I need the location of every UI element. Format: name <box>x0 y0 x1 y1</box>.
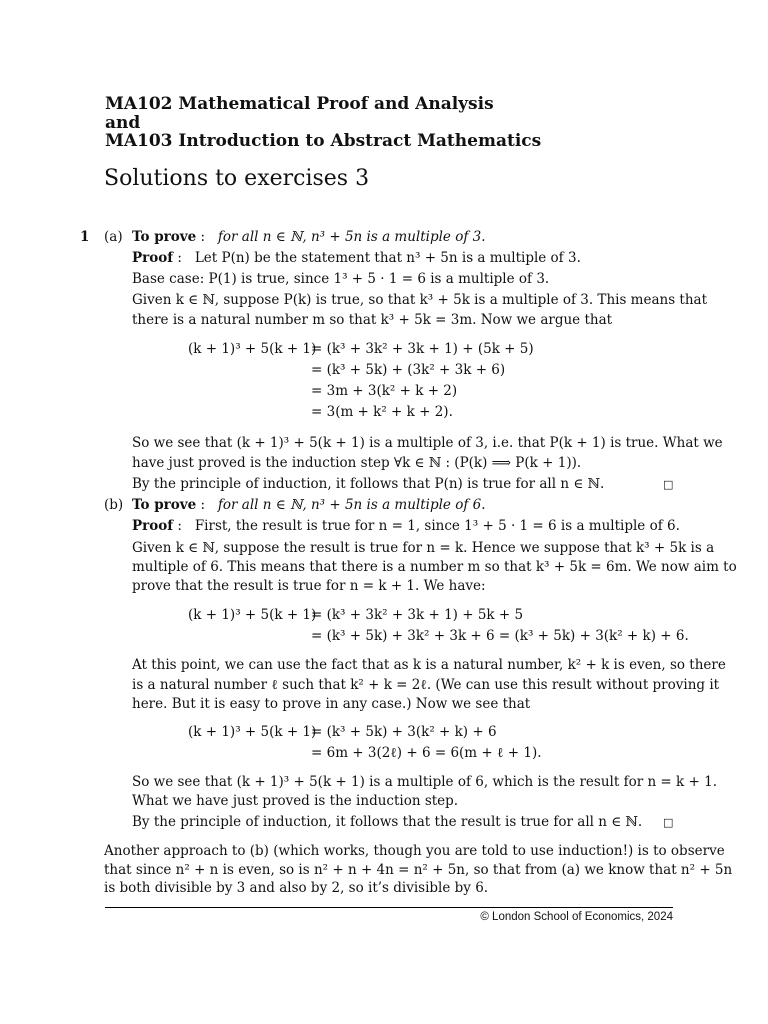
part-b-so-we-see-line-1: So we see that (k + 1)³ + 5(k + 1) is a multiple of 6, which is the result for n = k + 1. <box>132 774 717 790</box>
qed-symbol: □ <box>663 478 674 491</box>
part-b-statement: for all n ∈ ℕ, n³ + 5n is a multiple of 6. <box>217 497 486 513</box>
part-b-conclusion: By the principle of induction, it follows that the result is true for all n ∈ ℕ. <box>132 814 643 830</box>
to-prove-label: To prove <box>132 229 197 245</box>
part-a-so-we-see-line-2: have just proved is the induction step ∀k ∈ ℕ : (P(k) ⟹ P(k + 1)). <box>132 455 582 471</box>
part-b-equation-1-row-2: = (k³ + 5k) + 3k² + 3k + 6 = (k³ + 5k) + 3(k² + k) + 6. <box>311 628 689 644</box>
qed-symbol: □ <box>663 816 674 829</box>
part-b-label: (b) <box>104 497 124 513</box>
part-b-equation-2-row-1: = (k³ + 5k) + 3(k² + k) + 6 <box>311 724 497 740</box>
part-a-proof-intro: Proof : Let P(n) be the statement that n³ + 5n is a multiple of 3. <box>132 250 581 266</box>
course-title-line-1: MA102 Mathematical Proof and Analysis <box>105 94 494 114</box>
part-b-at-this-point-line-1: At this point, we can use the fact that as k is a natural number, k² + k is even, so there <box>132 657 726 673</box>
another-approach-line-3: is both divisible by 3 and also by 2, so it’s divisible by 6. <box>104 880 489 896</box>
part-a-equation-row-2: = (k³ + 5k) + (3k² + 3k + 6) <box>311 362 506 378</box>
part-b-so-we-see-line-2: What we have just proved is the induction step. <box>132 793 459 809</box>
part-a-conclusion: By the principle of induction, it follows that P(n) is true for all n ∈ ℕ. <box>132 476 605 492</box>
another-approach-line-1: Another approach to (b) (which works, though you are told to use induction!) is to observe <box>104 843 725 859</box>
part-a-so-we-see-line-1: So we see that (k + 1)³ + 5(k + 1) is a multiple of 3, i.e. that P(k + 1) is true. What we <box>132 435 723 451</box>
question-number: 1 <box>80 229 90 245</box>
copyright-footer: © London School of Economics, 2024 <box>480 911 673 923</box>
part-a-equation-lhs: (k + 1)³ + 5(k + 1) <box>188 341 317 357</box>
part-b-equation-2-row-2: = 6m + 3(2ℓ) + 6 = 6(m + ℓ + 1). <box>311 745 542 761</box>
part-b-equation-2-lhs: (k + 1)³ + 5(k + 1) <box>188 724 317 740</box>
part-b-given-line-3: prove that the result is true for n = k + 1. We have: <box>132 578 486 594</box>
part-a-given-line-1: Given k ∈ ℕ, suppose P(k) is true, so that k³ + 5k is a multiple of 3. This means that <box>132 292 708 308</box>
part-a-base-case: Base case: P(1) is true, since 1³ + 5 · 1 = 6 is a multiple of 3. <box>132 271 550 287</box>
proof-intro-text: First, the result is true for n = 1, since 1³ + 5 · 1 = 6 is a multiple of 6. <box>194 518 680 534</box>
part-a-equation-row-3: = 3m + 3(k² + k + 2) <box>311 383 458 399</box>
part-b-proof-intro: Proof : First, the result is true for n = 1, since 1³ + 5 · 1 = 6 is a multiple of 6. <box>132 518 680 534</box>
part-b-given-line-2: multiple of 6. This means that there is a number m so that k³ + 5k = 6m. We now aim to <box>132 559 737 575</box>
part-b-to-prove: To prove : for all n ∈ ℕ, n³ + 5n is a multiple of 6. <box>132 497 486 513</box>
part-a-statement: for all n ∈ ℕ, n³ + 5n is a multiple of 3. <box>217 229 486 245</box>
proof-label: Proof <box>132 518 174 534</box>
part-a-to-prove: To prove : for all n ∈ ℕ, n³ + 5n is a multiple of 3. <box>132 229 486 245</box>
part-b-at-this-point-line-3: here. But it is easy to prove in any case.) Now we see that <box>132 696 531 712</box>
course-title-line-2: and <box>105 113 141 133</box>
footer-rule <box>105 907 673 908</box>
part-b-equation-1-row-1: = (k³ + 3k² + 3k + 1) + 5k + 5 <box>311 607 524 623</box>
part-a-equation-row-1: = (k³ + 3k² + 3k + 1) + (5k + 5) <box>311 341 534 357</box>
part-b-given-line-1: Given k ∈ ℕ, suppose the result is true for n = k. Hence we suppose that k³ + 5k is a <box>132 540 715 556</box>
proof-intro-text: Let P(n) be the statement that n³ + 5n is a multiple of 3. <box>194 250 581 266</box>
document-subtitle: Solutions to exercises 3 <box>104 166 370 191</box>
to-prove-label: To prove <box>132 497 197 513</box>
part-a-label: (a) <box>104 229 123 245</box>
part-a-given-line-2: there is a natural number m so that k³ + 5k = 3m. Now we argue that <box>132 312 613 328</box>
proof-label: Proof <box>132 250 174 266</box>
course-title-line-3: MA103 Introduction to Abstract Mathematics <box>105 131 542 151</box>
another-approach-line-2: that since n² + n is even, so is n² + n + 4n = n² + 5n, so that from (a) we know that n² + 5n <box>104 862 733 878</box>
part-b-equation-1-lhs: (k + 1)³ + 5(k + 1) <box>188 607 317 623</box>
part-a-equation-row-4: = 3(m + k² + k + 2). <box>311 404 453 420</box>
part-b-at-this-point-line-2: is a natural number ℓ such that k² + k = 2ℓ. (We can use this result without proving it <box>132 677 720 693</box>
